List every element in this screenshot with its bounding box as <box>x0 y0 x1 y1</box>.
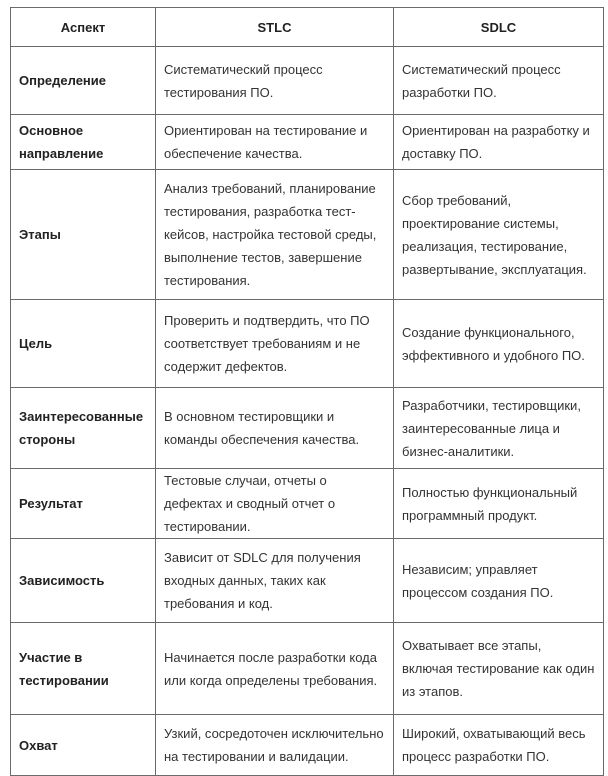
table-row <box>11 539 604 623</box>
sdlc-cell: Создание функционального, эффективного и удобного ПО. <box>394 300 604 388</box>
table-row <box>11 170 604 300</box>
aspect-cell: Участие в тестировании <box>11 623 156 715</box>
aspect-cell: Цель <box>11 300 156 388</box>
aspect-cell: Охват <box>11 715 156 776</box>
aspect-cell: Этапы <box>11 170 156 300</box>
header-stlc: STLC <box>156 8 394 47</box>
aspect-cell: Основное направление <box>11 115 156 170</box>
stlc-cell: Проверить и подтвердить, что ПО соответствует требованиям и не содержит дефектов. <box>156 300 394 388</box>
table-row <box>11 388 604 469</box>
sdlc-cell: Разработчики, тестировщики, заинтересованные лица и бизнес-аналитики. <box>394 388 604 469</box>
table-row <box>11 47 604 115</box>
aspect-cell: Определение <box>11 47 156 115</box>
table-row <box>11 715 604 776</box>
sdlc-cell: Независим; управляет процессом создания ПО. <box>394 539 604 623</box>
stlc-cell: Тестовые случаи, отчеты о дефектах и сводный отчет о тестировании. <box>156 469 394 539</box>
aspect-cell: Зависимость <box>11 539 156 623</box>
stlc-cell: Ориентирован на тестирование и обеспечение качества. <box>156 115 394 170</box>
sdlc-cell: Широкий, охватывающий весь процесс разработки ПО. <box>394 715 604 776</box>
comparison-table <box>10 7 604 776</box>
header-sdlc: SDLC <box>394 8 604 47</box>
sdlc-cell: Ориентирован на разработку и доставку ПО. <box>394 115 604 170</box>
table-row <box>11 115 604 170</box>
aspect-cell: Результат <box>11 469 156 539</box>
sdlc-cell: Систематический процесс разработки ПО. <box>394 47 604 115</box>
table-row <box>11 623 604 715</box>
header-aspect: Аспект <box>11 8 156 47</box>
stlc-cell: Узкий, сосредоточен исключительно на тестировании и валидации. <box>156 715 394 776</box>
stlc-cell: Систематический процесс тестирования ПО. <box>156 47 394 115</box>
sdlc-cell: Полностью функциональный программный продукт. <box>394 469 604 539</box>
stlc-cell: Зависит от SDLC для получения входных данных, таких как требования и код. <box>156 539 394 623</box>
table-row <box>11 469 604 539</box>
aspect-cell: Заинтересованные стороны <box>11 388 156 469</box>
sdlc-cell: Сбор требований, проектирование системы, реализация, тестирование, развертывание, эксплуатация. <box>394 170 604 300</box>
stlc-cell: Начинается после разработки кода или когда определены требования. <box>156 623 394 715</box>
stlc-cell: В основном тестировщики и команды обеспечения качества. <box>156 388 394 469</box>
table-row <box>11 300 604 388</box>
table-header-row <box>11 8 604 47</box>
sdlc-cell: Охватывает все этапы, включая тестирование как один из этапов. <box>394 623 604 715</box>
stlc-cell: Анализ требований, планирование тестирования, разработка тест-кейсов, настройка тестовой среды, выполнение тестов, завершение тестирования. <box>156 170 394 300</box>
